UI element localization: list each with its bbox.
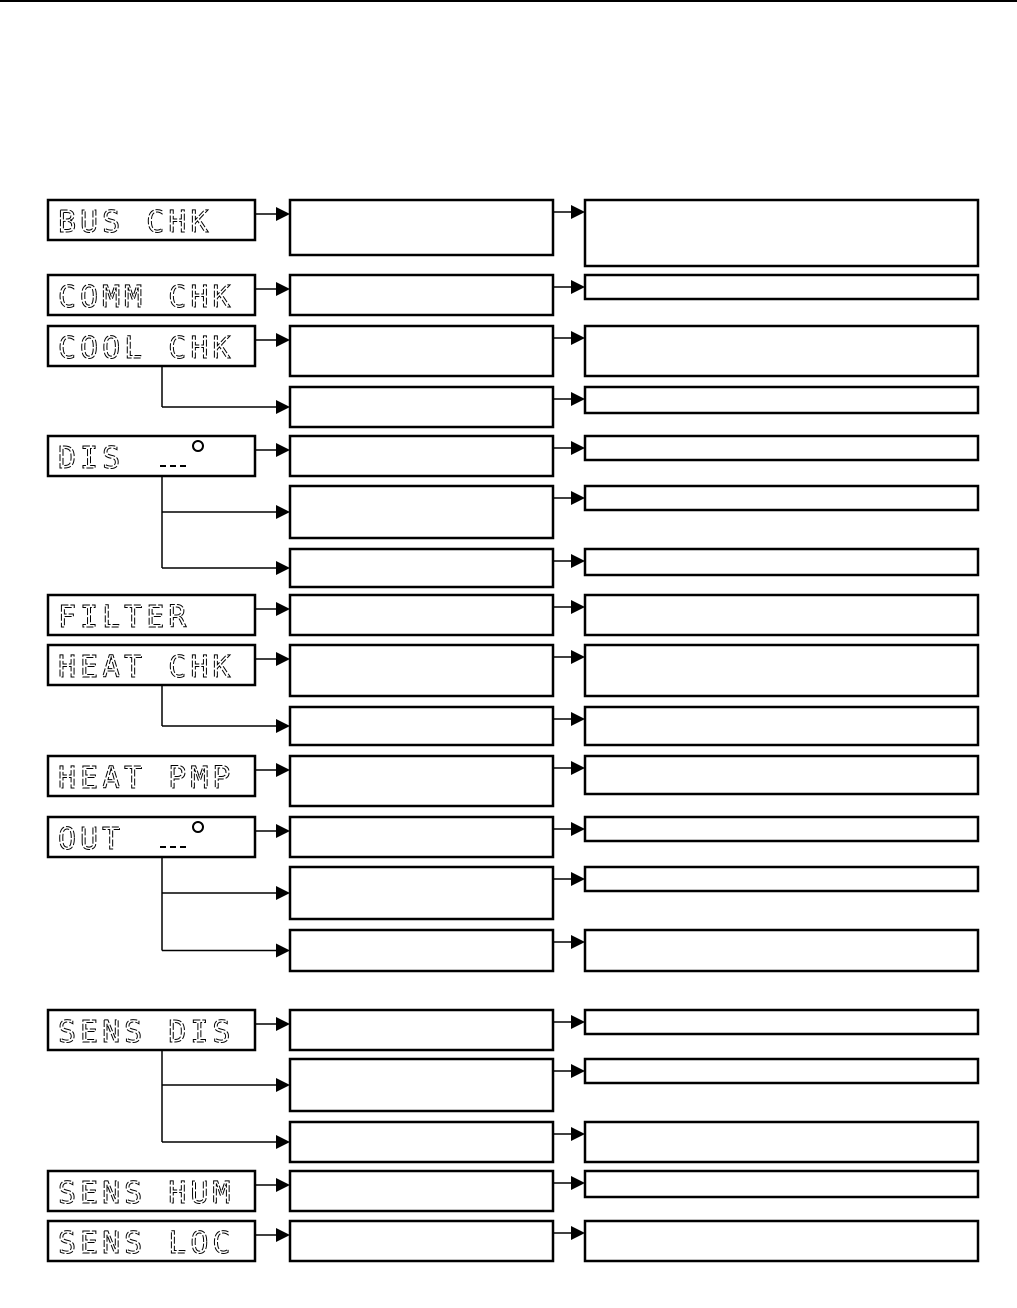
arrow-action-sens-dis-0-arrowhead (571, 1015, 585, 1029)
arrow-action-comm-chk-0-arrowhead (571, 280, 585, 294)
arrow-branch-dis-2-arrowhead (276, 561, 290, 575)
arrow-action-filter-0-arrowhead (571, 600, 585, 614)
action-box-out-1 (585, 867, 978, 891)
arrow-action-heat-pmp-0-arrowhead (571, 761, 585, 775)
display-text-sens-dis: SENS DIS (58, 1015, 235, 1050)
display-text-comm-chk: COMM CHK (58, 280, 235, 315)
action-box-out-2 (585, 930, 978, 971)
action-box-heat-chk-0 (585, 645, 978, 696)
arrow-action-cool-chk-1-arrowhead (571, 392, 585, 406)
condition-box-bus-chk-0 (290, 200, 553, 255)
arrow-action-cool-chk-0-arrowhead (571, 331, 585, 345)
arrow-branch-cool-chk-1-arrowhead (276, 400, 290, 414)
action-box-cool-chk-0 (585, 326, 978, 376)
action-box-sens-dis-1 (585, 1059, 978, 1083)
arrow-display-out-arrowhead (276, 824, 290, 838)
condition-box-heat-chk-0 (290, 645, 553, 696)
display-text-sens-loc: SENS LOC (58, 1226, 235, 1261)
action-box-bus-chk-0 (585, 200, 978, 266)
condition-box-filter-0 (290, 595, 553, 635)
condition-box-dis-1 (290, 486, 553, 538)
condition-box-dis-2 (290, 549, 553, 587)
arrow-action-dis-1-arrowhead (571, 491, 585, 505)
condition-box-sens-dis-2 (290, 1122, 553, 1162)
arrow-branch-heat-chk-1-arrowhead (276, 719, 290, 733)
action-box-heat-chk-1 (585, 707, 978, 745)
condition-box-sens-dis-1 (290, 1059, 553, 1111)
action-box-sens-dis-2 (585, 1122, 978, 1162)
arrow-action-out-0-arrowhead (571, 822, 585, 836)
action-box-filter-0 (585, 595, 978, 635)
condition-box-out-1 (290, 867, 553, 919)
arrow-branch-dis-1-arrowhead (276, 505, 290, 519)
arrow-action-heat-chk-0-arrowhead (571, 650, 585, 664)
action-box-sens-loc-0 (585, 1221, 978, 1261)
arrow-display-bus-chk-arrowhead (276, 207, 290, 221)
arrow-action-out-1-arrowhead (571, 872, 585, 886)
action-box-dis-1 (585, 486, 978, 510)
arrow-display-heat-chk-arrowhead (276, 652, 290, 666)
display-text-cool-chk: COOL CHK (58, 331, 235, 366)
display-text-heat-chk: HEAT CHK (58, 650, 235, 685)
condition-box-sens-dis-0 (290, 1010, 553, 1050)
flowchart-boxes (48, 200, 978, 1261)
condition-box-dis-0 (290, 436, 553, 476)
condition-box-heat-chk-1 (290, 707, 553, 745)
condition-box-sens-hum-0 (290, 1171, 553, 1211)
arrow-display-sens-loc-arrowhead (276, 1228, 290, 1242)
arrow-display-comm-chk-arrowhead (276, 282, 290, 296)
action-box-dis-0 (585, 436, 978, 460)
arrow-display-filter-arrowhead (276, 602, 290, 616)
arrow-display-sens-dis-arrowhead (276, 1017, 290, 1031)
arrow-display-sens-hum-arrowhead (276, 1178, 290, 1192)
condition-box-heat-pmp-0 (290, 756, 553, 806)
arrow-action-sens-hum-0-arrowhead (571, 1176, 585, 1190)
display-text-dis: DIS (58, 441, 125, 476)
arrow-display-cool-chk-arrowhead (276, 333, 290, 347)
condition-box-cool-chk-0 (290, 326, 553, 376)
action-box-cool-chk-1 (585, 387, 978, 413)
arrow-display-dis-arrowhead (276, 443, 290, 457)
display-text-heat-pmp: HEAT PMP (58, 761, 235, 796)
arrow-action-sens-dis-1-arrowhead (571, 1064, 585, 1078)
display-text-sens-hum: SENS HUM (58, 1176, 235, 1211)
arrow-branch-out-1-arrowhead (276, 886, 290, 900)
arrow-branch-sens-dis-1-arrowhead (276, 1078, 290, 1092)
action-box-comm-chk-0 (585, 275, 978, 299)
condition-box-comm-chk-0 (290, 275, 553, 315)
arrow-action-heat-chk-1-arrowhead (571, 712, 585, 726)
arrow-action-bus-chk-0-arrowhead (571, 205, 585, 219)
display-text-bus-chk: BUS CHK (58, 205, 213, 240)
arrow-action-dis-2-arrowhead (571, 554, 585, 568)
action-box-sens-dis-0 (585, 1010, 978, 1034)
action-box-dis-2 (585, 549, 978, 575)
display-text-filter: FILTER (58, 600, 191, 635)
action-box-out-0 (585, 817, 978, 841)
condition-box-out-2 (290, 930, 553, 971)
condition-box-sens-loc-0 (290, 1221, 553, 1261)
display-text-out: OUT (58, 822, 125, 857)
arrow-action-sens-loc-0-arrowhead (571, 1226, 585, 1240)
arrow-action-out-2-arrowhead (571, 935, 585, 949)
action-box-heat-pmp-0 (585, 756, 978, 794)
action-box-sens-hum-0 (585, 1171, 978, 1197)
arrow-action-dis-0-arrowhead (571, 441, 585, 455)
arrow-display-heat-pmp-arrowhead (276, 763, 290, 777)
arrow-branch-sens-dis-2-arrowhead (276, 1135, 290, 1149)
condition-box-out-0 (290, 817, 553, 857)
condition-box-cool-chk-1 (290, 387, 553, 427)
arrow-branch-out-2-arrowhead (276, 944, 290, 958)
arrow-action-sens-dis-2-arrowhead (571, 1127, 585, 1141)
